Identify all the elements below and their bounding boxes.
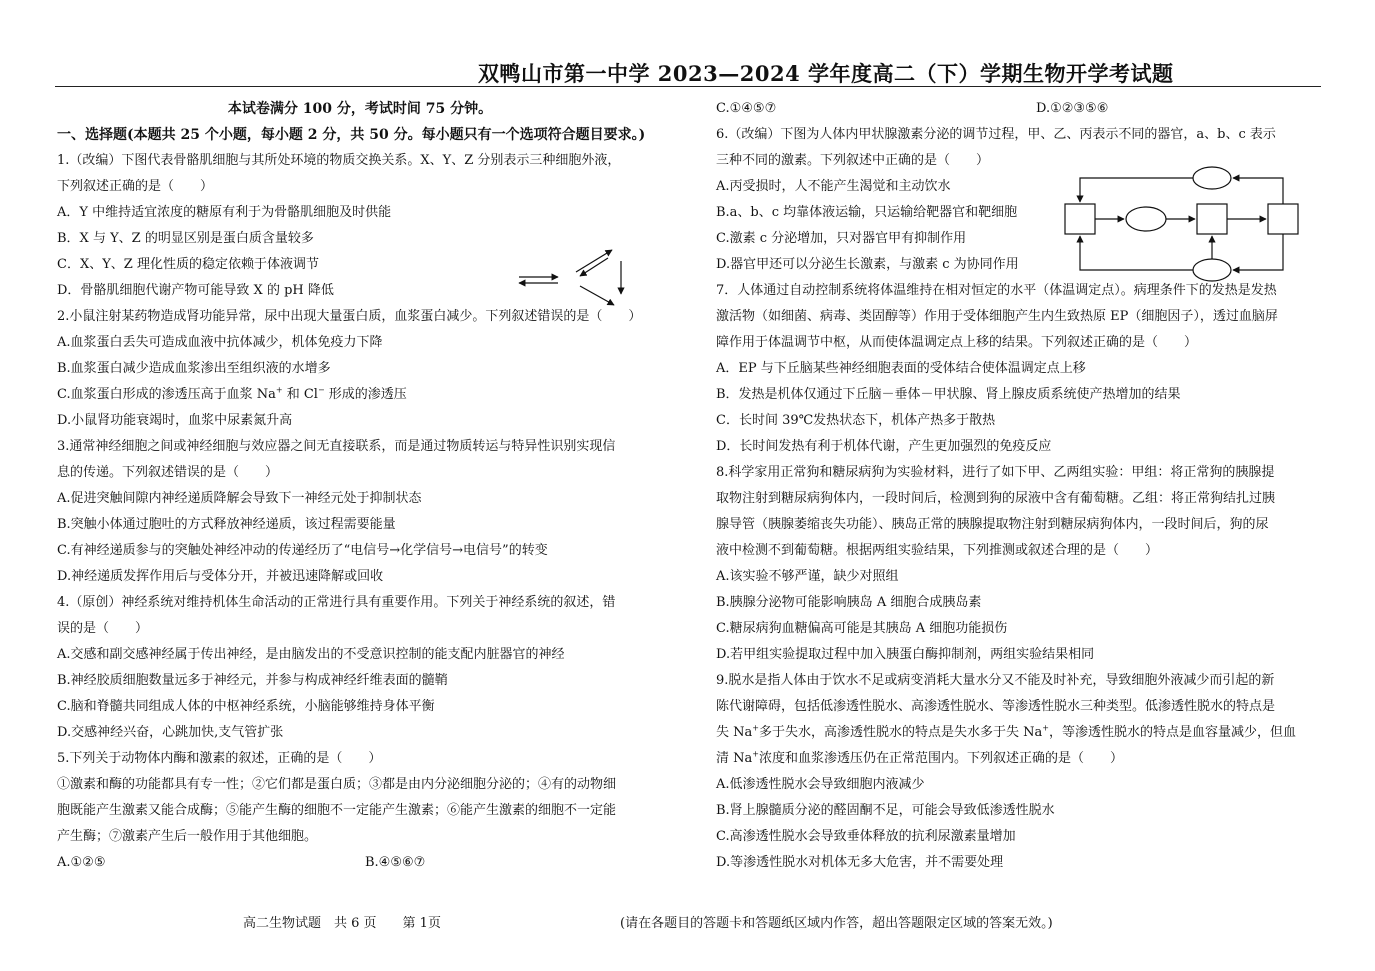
q5-statement-line: 胞既能产生激素又能合成酶；⑤能产生酶的细胞不一定能产生激素；⑥能产生激素的细胞不一定能 <box>57 803 617 818</box>
q9-stem: 清 Na+浓度和血浆渗透压仍在正常范围内。下列叙述正确的是（ ） <box>716 749 1123 766</box>
q1-option-a: A．Y 中维持适宜浓度的糖原有利于为骨骼肌细胞及时供能 <box>57 205 392 220</box>
q9-stem: 9.脱水是指人体由于饮水不足或病变消耗大量水分又不能及时补充，导致细胞外液减少而引起的新 <box>716 673 1275 688</box>
q9-option-c: C.高渗透性脱水会导致垂体释放的抗利尿激素量增加 <box>716 829 1016 844</box>
q3-stem: 3.通常神经细胞之间或神经细胞与效应器之间无直接联系，而是通过物质转运与特异性识别实现信 <box>57 439 616 454</box>
q3-option-d: D.神经递质发挥作用后与受体分开，并被迅速降解或回收 <box>57 569 384 584</box>
q7-option-b: B．发热是机体仅通过下丘脑－垂体－甲状腺、肾上腺皮质系统使产热增加的结果 <box>716 387 1181 402</box>
q1-option-c: C．X、Y、Z 理化性质的稳定依赖于体液调节 <box>57 257 319 272</box>
q3-stem: 息的传递。下列叙述错误的是（ ） <box>57 465 279 480</box>
q1-stem: 下列叙述正确的是（ ） <box>57 179 214 194</box>
q5-option-b: B.④⑤⑥⑦ <box>365 855 426 870</box>
arrow-bing-to-b <box>1233 178 1283 204</box>
q5-options-row <box>716 96 1320 122</box>
q2-option-d: D.小鼠肾功能衰竭时，血浆中尿素氮升高 <box>57 413 293 428</box>
q2-option-b: B.血浆蛋白减少造成血浆渗出至组织液的水增多 <box>57 361 331 376</box>
q1-option-d: D．骨骼肌细胞代谢产物可能导致 X 的 pH 降低 <box>57 283 334 298</box>
q2-option-c: C.血浆蛋白形成的渗透压高于血浆 Na+ 和 Cl− 形成的渗透压 <box>57 385 407 402</box>
section-heading: 一、选择题(本题共 25 个小题，每小题 2 分，共 50 分。每小题只有一个选项符合题目要求。) <box>57 127 646 143</box>
q1-exchange-diagram <box>462 238 637 320</box>
q5-option-a: A.①②⑤ <box>57 855 106 870</box>
hormone-c-ellipse <box>1193 259 1231 281</box>
q8-option-a: A.该实验不够严谨，缺少对照组 <box>716 569 899 584</box>
organ-yi-box <box>1197 204 1227 234</box>
q5-option-c: C.①④⑤⑦ <box>716 101 777 116</box>
q4-stem: 4.（原创）神经系统对维持机体生命活动的正常进行具有重要作用。下列关于神经系统的叙述，错 <box>57 595 616 610</box>
q5-statement-line: 产生酶；⑦激素产生后一般作用于其他细胞。 <box>57 829 318 844</box>
q7-option-c: C．长时间 39℃发热状态下，机体产热多于散热 <box>716 413 996 428</box>
q5-statement-line: ①激素和酶的功能都具有专一性；②它们都是蛋白质；③都是由内分泌细胞分泌的；④有的动物细 <box>57 777 617 792</box>
arrow-b-to-jia <box>1080 178 1193 202</box>
q8-stem: 取物注射到糖尿病狗体内，一段时间后，检测到狗的尿液中含有葡萄糖。乙组：将正常狗结扎过胰 <box>716 491 1276 506</box>
q3-option-b: B.突触小体通过胞吐的方式释放神经递质，该过程需要能量 <box>57 517 396 532</box>
q6-option-d: D.器官甲还可以分泌生长激素，与激素 c 为协同作用 <box>716 257 1019 272</box>
arrow-bing-to-c <box>1233 234 1283 270</box>
organ-bing-box <box>1268 204 1298 234</box>
q5-stem: 5.下列关于动物体内酶和激素的叙述，正确的是（ ） <box>57 751 382 766</box>
q7-stem: 7．人体通过自动控制系统将体温维持在相对恒定的水平（体温调定点）。病理条件下的发热是发热 <box>716 283 1277 298</box>
exam-title: 双鸭山市第一中学 2023—2024 学年度高二（下）学期生物开学考试题 <box>478 61 1174 86</box>
title-rule <box>55 86 1321 87</box>
footer-notice: (请在各题目的答题卡和答题纸区域内作答，超出答题限定区域的答案无效。) <box>620 916 1053 931</box>
q6-option-c: C.激素 c 分泌增加，只对器官甲有抑制作用 <box>716 231 967 246</box>
organ-jia-box <box>1065 204 1095 234</box>
q6-option-b: B.a、b、c 均靠体液运输，只运输给靶器官和靶细胞 <box>716 205 1018 220</box>
q7-stem: 障作用于体温调节中枢，从而使体温调定点上移的结果。下列叙述正确的是（ ） <box>716 335 1198 350</box>
q2-stem: 2.小鼠注射某药物造成肾功能异常，尿中出现大量蛋白质，血浆蛋白减少。下列叙述错误的是（ ） <box>57 309 642 324</box>
q5-option-d: D.①②③⑤⑥ <box>1036 101 1109 116</box>
arrow-x-to-y <box>576 250 612 272</box>
q4-option-a: A.交感和副交感神经属于传出神经，是由脑发出的不受意识控制的能支配内脏器官的神经 <box>57 647 565 662</box>
q9-option-d: D.等渗透性脱水对机体无多大危害，并不需要处理 <box>716 855 1004 870</box>
q7-option-d: D．长时间发热有利于机体代谢，产生更加强烈的免疫反应 <box>716 439 1052 454</box>
q8-stem: 液中检测不到葡萄糖。根据两组实验结果，下列推测或叙述合理的是（ ） <box>716 543 1159 558</box>
arrow-c-to-jia <box>1080 236 1193 270</box>
q7-stem: 激活物（如细菌、病毒、类固醇等）作用于受体细胞产生内生致热原 EP（细胞因子），透过血脑屏 <box>716 309 1278 324</box>
q4-option-b: B.神经胶质细胞数量远多于神经元，并参与构成神经纤维表面的髓鞘 <box>57 673 448 688</box>
q4-stem: 误的是（ ） <box>57 621 149 636</box>
q8-stem: 腺导管（胰腺萎缩丧失功能）、胰岛正常的胰腺提取物注射到糖尿病狗体内，一段时间后，狗的尿 <box>716 517 1269 532</box>
q2-option-a: A.血浆蛋白丢失可造成血液中抗体减少，机体免疫力下降 <box>57 335 383 350</box>
q1-stem: 1.（改编）下图代表骨骼肌细胞与其所处环境的物质交换关系。X、Y、Z 分别表示三种细胞外液， <box>57 153 621 168</box>
q6-hormone-diagram <box>1060 164 1310 284</box>
hormone-b-ellipse <box>1193 167 1231 189</box>
q8-option-c: C.糖尿病狗血糖偏高可能是其胰岛 A 细胞功能损伤 <box>716 621 1008 636</box>
q9-option-a: A.低渗透性脱水会导致细胞内液减少 <box>716 777 925 792</box>
q9-stem: 陈代谢障碍，包括低渗透性脱水、高渗透性脱水、等渗透性脱水三种类型。低渗透性脱水的特点是 <box>716 699 1276 714</box>
q8-stem: 8.科学家用正常狗和糖尿病狗为实验材料，进行了如下甲、乙两组实验：甲组：将正常狗的胰腺提 <box>716 465 1275 480</box>
arrow-x-to-z <box>580 286 614 305</box>
q6-stem: 6.（改编）下图为人体内甲状腺激素分泌的调节过程，甲、乙、丙表示不同的器官，a、b、c 表示 <box>716 127 1276 142</box>
exam-intro: 本试卷满分 100 分，考试时间 75 分钟。 <box>227 101 493 117</box>
q3-option-c: C.有神经递质参与的突触处神经冲动的传递经历了“电信号→化学信号→电信号”的转变 <box>57 543 548 558</box>
q7-option-a: A．EP 与下丘脑某些神经细胞表面的受体结合使体温调定点上移 <box>716 361 1086 376</box>
q6-stem: 三种不同的激素。下列叙述中正确的是（ ） <box>716 153 990 168</box>
q9-stem: 失 Na+多于失水，高渗透性脱水的特点是失水多于失 Na+，等渗透性脱水的特点是血容量减少，但血 <box>716 723 1296 740</box>
q9-option-b: B.肾上腺髓质分泌的醛固酮不足，可能会导致低渗透性脱水 <box>716 803 1055 818</box>
q1-option-b: B．X 与 Y、Z 的明显区别是蛋白质含量较多 <box>57 231 314 246</box>
q8-option-d: D.若甲组实验提取过程中加入胰蛋白酶抑制剂，两组实验结果相同 <box>716 647 1095 662</box>
q8-option-b: B.胰腺分泌物可能影响胰岛 A 细胞合成胰岛素 <box>716 595 982 610</box>
footer-page-info: 高二生物试题 共 6 页 第 1页 <box>243 916 441 931</box>
q5-options-row <box>57 850 663 876</box>
q3-option-a: A.促进突触间隙内神经递质降解会导致下一神经元处于抑制状态 <box>57 491 422 506</box>
left-column <box>57 96 663 876</box>
q4-option-d: D.交感神经兴奋，心跳加快,支气管扩张 <box>57 725 284 740</box>
q6-option-a: A.丙受损时，人不能产生渴觉和主动饮水 <box>716 179 951 194</box>
q4-option-c: C.脑和脊髓共同组成人体的中枢神经系统，小脑能够维持身体平衡 <box>57 699 435 714</box>
hormone-a-ellipse <box>1126 207 1166 231</box>
